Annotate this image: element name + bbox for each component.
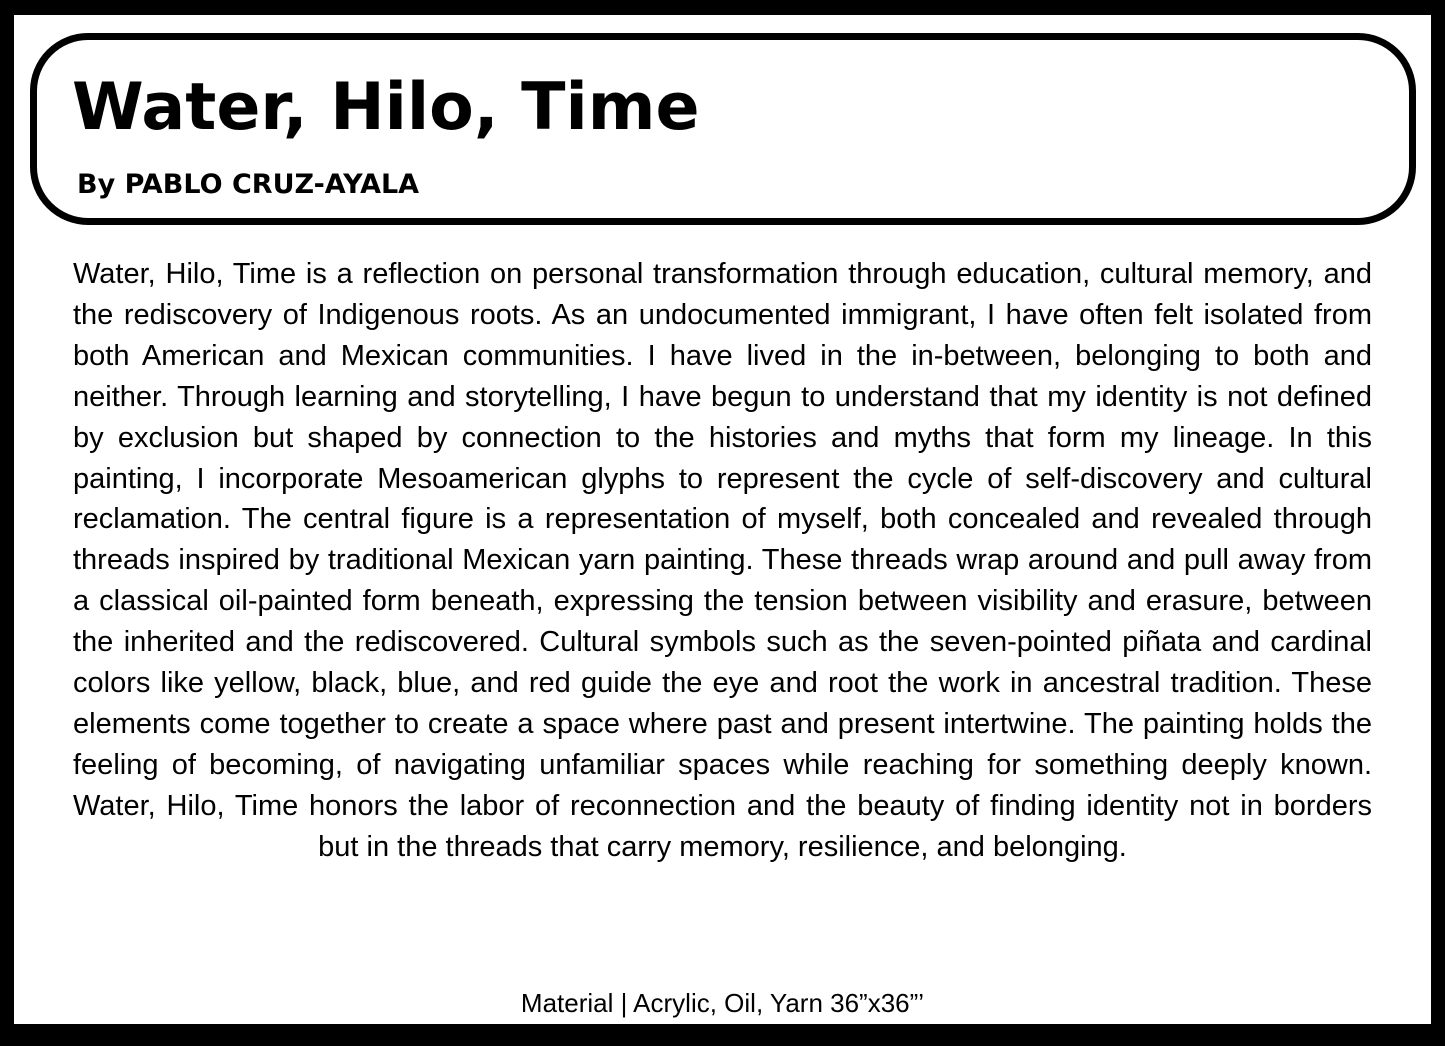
artist-byline: By PABLO CRUZ-AYALA — [77, 169, 420, 200]
material-info: Material | Acrylic, Oil, Yarn 36”x36”’ — [520, 988, 925, 1018]
artist-statement: Water, Hilo, Time is a reflection on personal transformation through education, cultural memory, and the rediscovery of Indigenous roots. As an undocumented immigrant, I have often felt isolated from both American and Mexican communities. I have lived in the in-between, belonging to both and neither. Through learning and storytelling, I have begun to understand that my identity is not defined by exclusion but shaped by connection to the histories and myths that form my lineage. In this painting, I incorporate Mesoamerican glyphs to represent the cycle of self-discovery and cultural reclamation. The central figure is a representation of myself, both concealed and revealed through threads inspired by traditional Mexican yarn painting. These threads wrap around and pull away from a classical oil-painted form beneath, expressing the tension between visibility and erasure, between the inherited and the rediscovered. Cultural symbols such as the seven-pointed piñata and cardinal colors like yellow, black, blue, and red guide the eye and root the work in ancestral tradition. These elements come together to create a space where past and present intertwine. The painting holds the feeling of becoming, of navigating unfamiliar spaces while reaching for something deeply known. Water, Hilo, Time honors the labor of reconnection and the beauty of finding identity not in borders but in the threads that carry memory, resilience, and belonging. — [73, 258, 1372, 863]
artwork-title: Water, Hilo, Time — [72, 70, 700, 145]
